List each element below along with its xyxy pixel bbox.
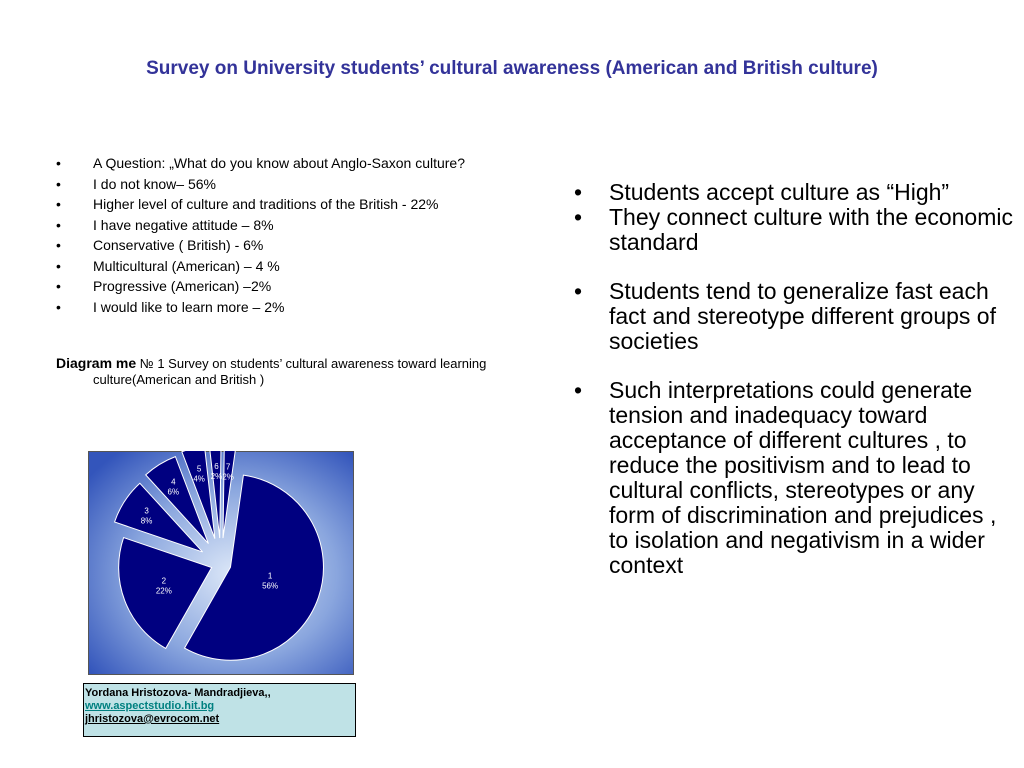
list-item: • I do not know– 56%	[56, 176, 536, 192]
caption-bold: Diagram me	[56, 355, 137, 371]
pie-category-label: 7	[225, 462, 231, 472]
list-item: • Multicultural (American) – 4 %	[56, 258, 536, 274]
pie-category-label: 4	[171, 477, 176, 487]
list-item: • I have negative attitude – 8%	[56, 217, 536, 233]
list-item: • Progressive (American) –2%	[56, 278, 536, 294]
list-item: • I would like to learn more – 2%	[56, 299, 536, 315]
list-item: • Students accept culture as “High”	[574, 180, 1014, 205]
caption-text-line2: culture(American and British )	[93, 372, 265, 387]
email-link[interactable]: jhristozova@evrocom.net	[85, 713, 220, 725]
slide-title: Survey on University students’ cultural awareness (American and British culture)	[146, 58, 878, 79]
pie-value-label: 2%	[210, 472, 223, 482]
pie-category-label: 1	[267, 571, 273, 581]
pie-chart-svg	[88, 451, 354, 675]
pie-value-label: 2%	[222, 472, 234, 482]
pie-category-label: 3	[144, 506, 149, 516]
website-link[interactable]: www.aspectstudio.hit.bg	[85, 700, 215, 712]
list-item: • A Question: „What do you know about Anglo-Saxon culture?	[56, 155, 536, 171]
caption-text: № 1 Survey on students’ cultural awareness toward learning	[136, 356, 487, 371]
pie-chart	[88, 451, 354, 675]
pie-value-label: 4%	[193, 474, 205, 484]
pie-value-label: 6%	[167, 487, 180, 497]
pie-category-label: 5	[196, 464, 202, 474]
list-item: • Students tend to generalize fast each fact and stereotype different groups of societies	[574, 279, 1014, 354]
pie-value-label: 22%	[155, 586, 172, 596]
pie-value-label: 8%	[140, 516, 153, 526]
pie-value-label: 56%	[262, 581, 279, 591]
author-name: Yordana Hristozova- Mandradjieva,,	[85, 687, 271, 699]
conclusions-list	[574, 180, 1014, 578]
list-item: • Such interpretations could generate tension and inadequacy toward acceptance of different cultures , to reduce the positivism and to lead to cultural conflicts, stereotypes or any form of discrimination and prejudices , to isolation and negativism in a wider context	[574, 378, 1014, 578]
list-item: • Higher level of culture and traditions of the British - 22%	[56, 196, 536, 212]
list-item: • Conservative ( British) - 6%	[56, 237, 536, 253]
pie-category-label: 6	[214, 462, 219, 472]
author-credit-box	[83, 683, 356, 737]
list-item: • They connect culture with the economic standard	[574, 205, 1014, 255]
diagram-caption	[56, 355, 540, 388]
survey-results-list	[56, 155, 536, 319]
pie-category-label: 2	[161, 576, 167, 586]
